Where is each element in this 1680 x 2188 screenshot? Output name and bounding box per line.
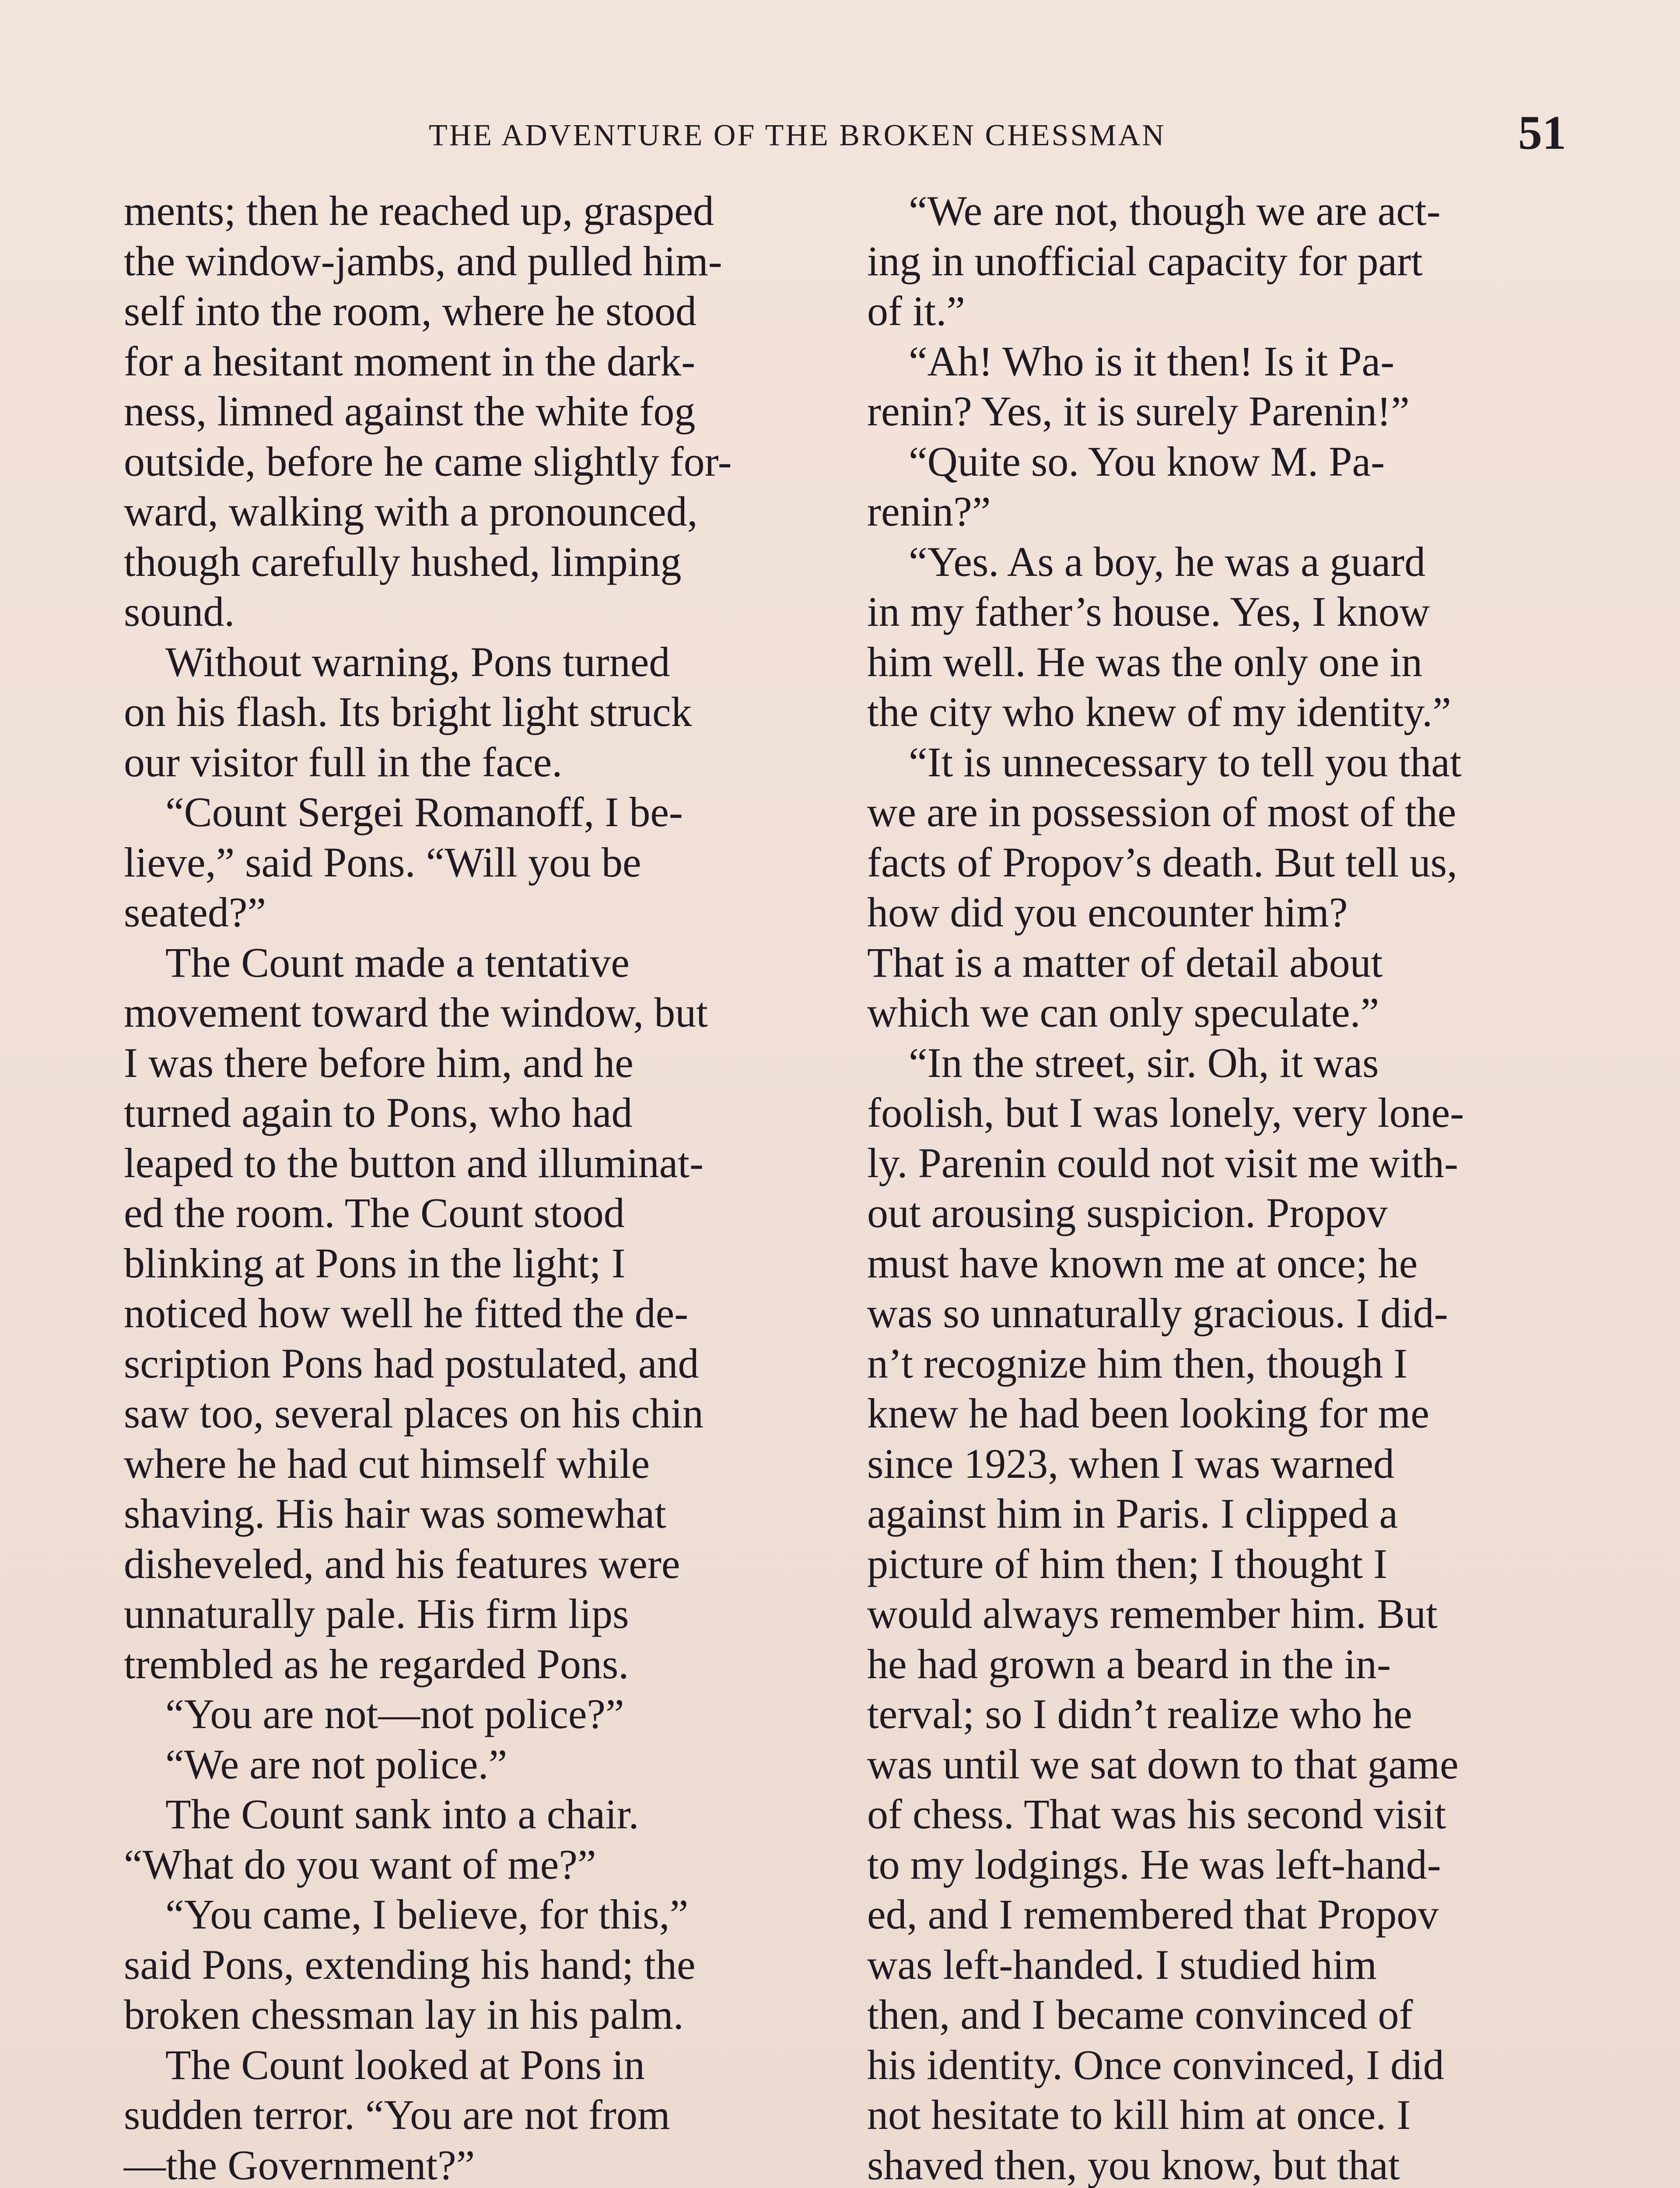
- text-line: “In the street, sir. Oh, it was: [909, 1039, 1379, 1086]
- text-line: his identity. Once convinced, I did: [867, 2041, 1444, 2088]
- text-line: “You are not—not police?”: [165, 1690, 624, 1737]
- text-line: broken chessman lay in his palm.: [124, 1991, 684, 2038]
- text-line: disheveled, and his features were: [124, 1540, 680, 1587]
- text-line: facts of Propov’s death. But tell us,: [867, 838, 1458, 886]
- text-line: which we can only speculate.”: [867, 989, 1379, 1036]
- text-line: would always remember him. But: [867, 1590, 1438, 1637]
- text-line: “Ah! Who is it then! Is it Pa-: [909, 337, 1395, 385]
- text-line: we are in possession of most of the: [867, 789, 1456, 835]
- text-line: The Count sank into a chair.: [165, 1791, 639, 1837]
- text-line: where he had cut himself while: [124, 1440, 650, 1487]
- text-line: ed, and I remembered that Propov: [867, 1891, 1439, 1938]
- text-line: our visitor full in the face.: [124, 738, 563, 785]
- text-line: outside, before he came slightly for-: [124, 438, 732, 485]
- text-line: lieve,” said Pons. “Will you be: [124, 838, 641, 886]
- text-line: self into the room, where he stood: [124, 288, 697, 334]
- text-line: ly. Parenin could not visit me with-: [867, 1139, 1458, 1186]
- text-line: saw too, several places on his chin: [124, 1390, 704, 1437]
- text-line: terval; so I didn’t realize who he: [867, 1690, 1412, 1737]
- text-line: “It is unnecessary to tell you that: [909, 738, 1462, 785]
- text-line: That is a matter of detail about: [867, 939, 1383, 986]
- text-line: must have known me at once; he: [867, 1239, 1418, 1287]
- text-line: then, and I became convinced of: [867, 1991, 1413, 2038]
- text-line: sound.: [124, 588, 235, 635]
- text-line: was left-handed. I studied him: [867, 1941, 1377, 1988]
- text-line: movement toward the window, but: [124, 989, 708, 1036]
- text-line: the city who knew of my identity.”: [867, 688, 1451, 735]
- text-line: ward, walking with a pronounced,: [124, 488, 698, 535]
- running-title: THE ADVENTURE OF THE BROKEN CHESSMAN: [429, 119, 1166, 152]
- text-line: though carefully hushed, limping: [124, 538, 682, 585]
- text-line: scription Pons had postulated, and: [124, 1339, 699, 1387]
- page-number: 51: [1518, 106, 1566, 159]
- text-line: n’t recognize him then, though I: [867, 1339, 1408, 1387]
- text-line: knew he had been looking for me: [867, 1390, 1429, 1437]
- right-column: [867, 186, 1558, 2188]
- text-line: of chess. That was his second visit: [867, 1791, 1446, 1837]
- text-line: blinking at Pons in the light; I: [124, 1239, 626, 1287]
- text-line: leaped to the button and illuminat-: [124, 1139, 704, 1186]
- text-line: I was there before him, and he: [124, 1039, 634, 1086]
- text-line: said Pons, extending his hand; the: [124, 1941, 696, 1988]
- text-line: since 1923, when I was warned: [867, 1440, 1394, 1487]
- text-line: in my father’s house. Yes, I know: [867, 588, 1430, 635]
- text-line: not hesitate to kill him at once. I: [867, 2091, 1411, 2138]
- text-line: seated?”: [124, 889, 266, 936]
- text-line: to my lodgings. He was left-hand-: [867, 1841, 1441, 1888]
- text-line: The Count made a tentative: [165, 939, 630, 986]
- text-line: for a hesitant moment in the dark-: [124, 337, 696, 385]
- text-line: of it.”: [867, 288, 965, 334]
- text-line: renin? Yes, it is surely Parenin!”: [867, 388, 1410, 435]
- text-line: how did you encounter him?: [867, 889, 1348, 936]
- text-line: “Yes. As a boy, he was a guard: [909, 538, 1426, 585]
- text-line: on his flash. Its bright light struck: [124, 688, 692, 735]
- text-line: foolish, but I was lonely, very lone-: [867, 1089, 1464, 1136]
- text-line: The Count looked at Pons in: [165, 2041, 645, 2088]
- text-line: renin?”: [867, 488, 991, 535]
- text-line: the window-jambs, and pulled him-: [124, 237, 722, 284]
- text-line: “Count Sergei Romanoff, I be-: [165, 789, 683, 835]
- text-line: shaving. His hair was somewhat: [124, 1490, 666, 1537]
- text-line: ing in unofficial capacity for part: [867, 237, 1423, 284]
- text-line: ed the room. The Count stood: [124, 1189, 625, 1236]
- text-line: was until we sat down to that game: [867, 1740, 1459, 1788]
- text-line: him well. He was the only one in: [867, 638, 1423, 685]
- text-line: against him in Paris. I clipped a: [867, 1490, 1398, 1537]
- text-line: was so unnaturally gracious. I did-: [867, 1290, 1448, 1336]
- text-line: picture of him then; I thought I: [867, 1540, 1388, 1587]
- text-line: “We are not, though we are act-: [909, 187, 1441, 234]
- text-line: ness, limned against the white fog: [124, 388, 696, 435]
- text-line: noticed how well he fitted the de-: [124, 1290, 689, 1336]
- text-line: “What do you want of me?”: [124, 1841, 596, 1888]
- text-line: “Quite so. You know M. Pa-: [909, 438, 1385, 485]
- running-head: [122, 106, 1566, 165]
- text-line: turned again to Pons, who had: [124, 1089, 633, 1136]
- text-line: “We are not police.”: [165, 1740, 508, 1788]
- text-line: sudden terror. “You are not from: [124, 2091, 670, 2138]
- text-line: shaved then, you know, but that: [867, 2141, 1400, 2188]
- left-column: [124, 186, 811, 2188]
- text-line: Without warning, Pons turned: [165, 638, 670, 685]
- text-line: “You came, I believe, for this,”: [165, 1891, 689, 1938]
- text-line: out arousing suspicion. Propov: [867, 1189, 1388, 1236]
- text-line: he had grown a beard in the in-: [867, 1640, 1391, 1687]
- text-line: —the Government?”: [124, 2141, 475, 2188]
- text-line: ments; then he reached up, grasped: [124, 187, 714, 234]
- text-line: trembled as he regarded Pons.: [124, 1640, 629, 1687]
- text-line: unnaturally pale. His firm lips: [124, 1590, 629, 1637]
